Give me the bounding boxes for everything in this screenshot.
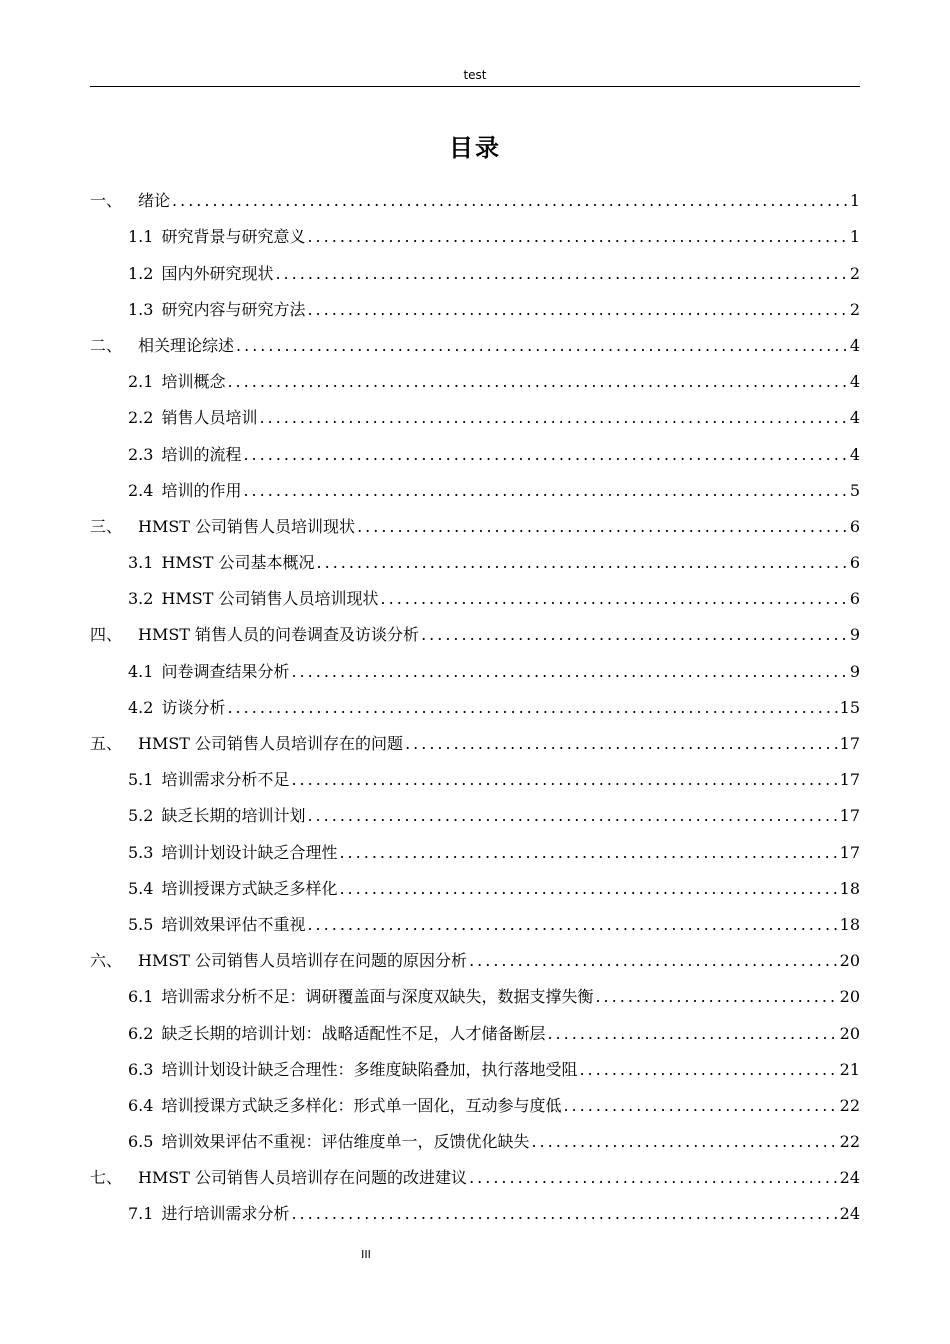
toc-entry[interactable] xyxy=(90,473,860,509)
toc-entry[interactable] xyxy=(90,581,860,617)
toc-entry[interactable] xyxy=(90,219,860,255)
toc-entry-title: HMST 公司销售人员培训存在问题的改进建议 xyxy=(138,1168,468,1188)
toc-entry[interactable] xyxy=(90,364,860,400)
toc-entry[interactable] xyxy=(90,1088,860,1124)
toc-dot-leader xyxy=(381,581,848,617)
toc-entry-title: 培训的流程 xyxy=(161,444,242,464)
toc-entry-page: 24 xyxy=(839,1168,860,1188)
toc-entry-title: 相关理论综述 xyxy=(138,335,235,355)
toc-entry[interactable] xyxy=(90,400,860,436)
toc-entry-number: 1.1 xyxy=(128,227,154,247)
toc-entry-page: 17 xyxy=(839,734,860,753)
toc-entry-title: 进行培训需求分析 xyxy=(161,1204,290,1224)
toc-entry-number: 1.2 xyxy=(128,263,154,283)
toc-dot-leader xyxy=(307,292,847,328)
toc-entry[interactable] xyxy=(90,436,860,472)
toc-entry-number: 2.2 xyxy=(128,408,154,428)
toc-entry-page: 22 xyxy=(839,1095,860,1115)
toc-dot-leader xyxy=(339,835,837,871)
toc-dot-leader xyxy=(595,979,837,1015)
toc-dot-leader xyxy=(243,473,847,509)
toc-entry[interactable] xyxy=(90,943,860,979)
toc-dot-leader xyxy=(259,400,847,436)
toc-entry-title: HMST 公司销售人员培训现状 xyxy=(161,589,379,609)
toc-dot-leader xyxy=(172,183,848,219)
toc-entry-number: 3.1 xyxy=(128,553,154,573)
toc-entry-title: 问卷调查结果分析 xyxy=(161,661,290,681)
toc-entry-title: 培训授课方式缺乏多样化 xyxy=(161,878,338,898)
toc-entry-title: 培训效果评估不重视：评估维度单一，反馈优化缺失 xyxy=(161,1132,530,1152)
page-header: test xyxy=(463,68,487,82)
toc-entry-number: 6.3 xyxy=(128,1059,154,1079)
toc-dot-leader xyxy=(291,654,847,690)
toc-entry-number: 三、 xyxy=(90,516,123,536)
toc-entry-title: 培训效果评估不重视 xyxy=(161,914,306,934)
toc-entry[interactable] xyxy=(90,979,860,1015)
toc-dot-leader xyxy=(547,1016,837,1052)
toc-entry-title: HMST 公司销售人员培训存在的问题 xyxy=(138,734,404,753)
toc-dot-leader xyxy=(421,617,848,653)
toc-entry-page: 4 xyxy=(849,444,860,464)
toc-entry[interactable] xyxy=(90,509,860,545)
toc-entry[interactable] xyxy=(90,328,860,364)
toc-entry-page: 18 xyxy=(839,878,860,898)
toc-entry-number: 2.1 xyxy=(128,372,154,392)
toc-entry-page: 6 xyxy=(849,553,860,573)
toc-entry[interactable] xyxy=(90,834,860,870)
toc-entry[interactable] xyxy=(90,762,860,798)
toc-entry[interactable] xyxy=(90,726,860,762)
table-of-contents xyxy=(90,183,860,1232)
toc-entry[interactable] xyxy=(90,1160,860,1196)
toc-entry-number: 5.2 xyxy=(128,806,154,826)
toc-entry-page: 2 xyxy=(849,299,860,319)
toc-entry[interactable] xyxy=(90,1196,860,1232)
page-number: III xyxy=(361,1248,371,1261)
toc-entry-title: HMST 公司销售人员培训存在问题的原因分析 xyxy=(138,951,468,971)
toc-entry-number: 5.4 xyxy=(128,878,154,898)
toc-entry[interactable] xyxy=(90,907,860,943)
toc-entry-page: 4 xyxy=(849,372,860,392)
toc-entry-title: 培训计划设计缺乏合理性：多维度缺陷叠加，执行落地受阻 xyxy=(161,1059,578,1079)
toc-entry-page: 1 xyxy=(849,191,860,211)
toc-dot-leader xyxy=(531,1124,837,1160)
toc-entry-title: 绪论 xyxy=(138,191,171,211)
toc-entry[interactable] xyxy=(90,545,860,581)
toc-entry-number: 1.3 xyxy=(128,299,154,319)
toc-dot-leader xyxy=(307,219,847,255)
toc-entry[interactable] xyxy=(90,1015,860,1051)
toc-entry-number: 七、 xyxy=(90,1168,123,1188)
toc-entry-number: 6.1 xyxy=(128,987,154,1007)
toc-entry-page: 20 xyxy=(839,951,860,971)
toc-dot-leader xyxy=(291,762,837,798)
toc-entry-title: HMST 销售人员的问卷调查及访谈分析 xyxy=(138,625,420,645)
toc-dot-leader xyxy=(275,256,847,292)
toc-entry-page: 18 xyxy=(839,914,860,934)
toc-entry-page: 6 xyxy=(849,589,860,609)
toc-entry[interactable] xyxy=(90,690,860,726)
toc-dot-leader xyxy=(236,328,848,364)
toc-entry-title: HMST 公司基本概况 xyxy=(161,553,315,573)
toc-dot-leader xyxy=(357,509,848,545)
toc-entry-number: 6.4 xyxy=(128,1095,154,1115)
toc-title: 目录 xyxy=(449,134,501,162)
toc-entry[interactable] xyxy=(90,653,860,689)
toc-entry-title: 销售人员培训 xyxy=(161,408,258,428)
toc-entry[interactable] xyxy=(90,183,860,219)
toc-entry-title: 培训需求分析不足 xyxy=(161,770,290,790)
toc-entry-title: 培训的作用 xyxy=(161,480,242,500)
toc-entry-title: 研究背景与研究意义 xyxy=(161,227,306,247)
toc-entry-page: 21 xyxy=(839,1059,860,1079)
toc-entry-page: 1 xyxy=(849,227,860,247)
toc-entry-title: 培训计划设计缺乏合理性 xyxy=(161,842,338,862)
toc-entry[interactable] xyxy=(90,871,860,907)
toc-dot-leader xyxy=(405,726,838,762)
toc-entry-title: 缺乏长期的培训计划 xyxy=(161,806,306,826)
toc-entry-page: 22 xyxy=(839,1132,860,1152)
toc-entry-page: 2 xyxy=(849,263,860,283)
toc-entry-number: 6.2 xyxy=(128,1023,154,1043)
toc-entry-number: 六、 xyxy=(90,951,123,971)
toc-entry-number: 五、 xyxy=(90,734,123,753)
toc-entry[interactable] xyxy=(90,255,860,291)
header-divider xyxy=(90,86,860,87)
toc-entry-title: 研究内容与研究方法 xyxy=(161,299,306,319)
toc-entry-number: 7.1 xyxy=(128,1204,154,1224)
toc-entry-number: 4.2 xyxy=(128,697,154,717)
toc-entry-number: 2.4 xyxy=(128,480,154,500)
toc-dot-leader xyxy=(469,943,838,979)
toc-entry-title: 国内外研究现状 xyxy=(161,263,274,283)
toc-entry[interactable] xyxy=(90,1052,860,1088)
toc-entry-number: 4.1 xyxy=(128,661,154,681)
toc-entry-number: 3.2 xyxy=(128,589,154,609)
toc-dot-leader xyxy=(317,545,848,581)
toc-entry-number: 5.3 xyxy=(128,842,154,862)
toc-dot-leader xyxy=(579,1052,837,1088)
toc-entry[interactable] xyxy=(90,798,860,834)
toc-entry-title: 培训概念 xyxy=(161,372,226,392)
toc-dot-leader xyxy=(243,437,847,473)
toc-entry-number: 二、 xyxy=(90,335,123,355)
toc-dot-leader xyxy=(563,1088,837,1124)
toc-entry-number: 2.3 xyxy=(128,444,154,464)
toc-dot-leader xyxy=(469,1160,838,1196)
toc-entry-page: 4 xyxy=(849,335,860,355)
toc-entry[interactable] xyxy=(90,617,860,653)
toc-entry-page: 15 xyxy=(839,697,860,717)
toc-dot-leader xyxy=(291,1196,837,1232)
toc-entry-title: 培训授课方式缺乏多样化：形式单一固化，互动参与度低 xyxy=(161,1095,562,1115)
toc-entry-page: 6 xyxy=(849,516,860,536)
toc-dot-leader xyxy=(307,798,837,834)
toc-entry[interactable] xyxy=(90,1124,860,1160)
toc-entry-page: 20 xyxy=(839,1023,860,1043)
toc-entry-page: 9 xyxy=(849,625,860,645)
toc-entry-number: 四、 xyxy=(90,625,123,645)
toc-entry-title: 访谈分析 xyxy=(161,697,226,717)
toc-entry[interactable] xyxy=(90,292,860,328)
toc-dot-leader xyxy=(339,871,837,907)
toc-entry-page: 20 xyxy=(839,987,860,1007)
toc-entry-number: 一、 xyxy=(90,191,123,211)
toc-dot-leader xyxy=(307,907,837,943)
toc-entry-page: 5 xyxy=(849,480,860,500)
toc-entry-number: 6.5 xyxy=(128,1132,154,1152)
toc-dot-leader xyxy=(227,690,837,726)
toc-entry-title: HMST 公司销售人员培训现状 xyxy=(138,516,356,536)
toc-entry-page: 17 xyxy=(839,770,860,790)
toc-entry-page: 4 xyxy=(849,408,860,428)
toc-dot-leader xyxy=(227,364,847,400)
toc-entry-page: 17 xyxy=(839,806,860,826)
toc-entry-page: 9 xyxy=(849,661,860,681)
toc-entry-number: 5.1 xyxy=(128,770,154,790)
toc-entry-number: 5.5 xyxy=(128,914,154,934)
toc-entry-title: 培训需求分析不足：调研覆盖面与深度双缺失，数据支撑失衡 xyxy=(161,987,594,1007)
toc-entry-page: 24 xyxy=(839,1204,860,1224)
toc-entry-title: 缺乏长期的培训计划：战略适配性不足，人才储备断层 xyxy=(161,1023,546,1043)
toc-entry-page: 17 xyxy=(839,842,860,862)
